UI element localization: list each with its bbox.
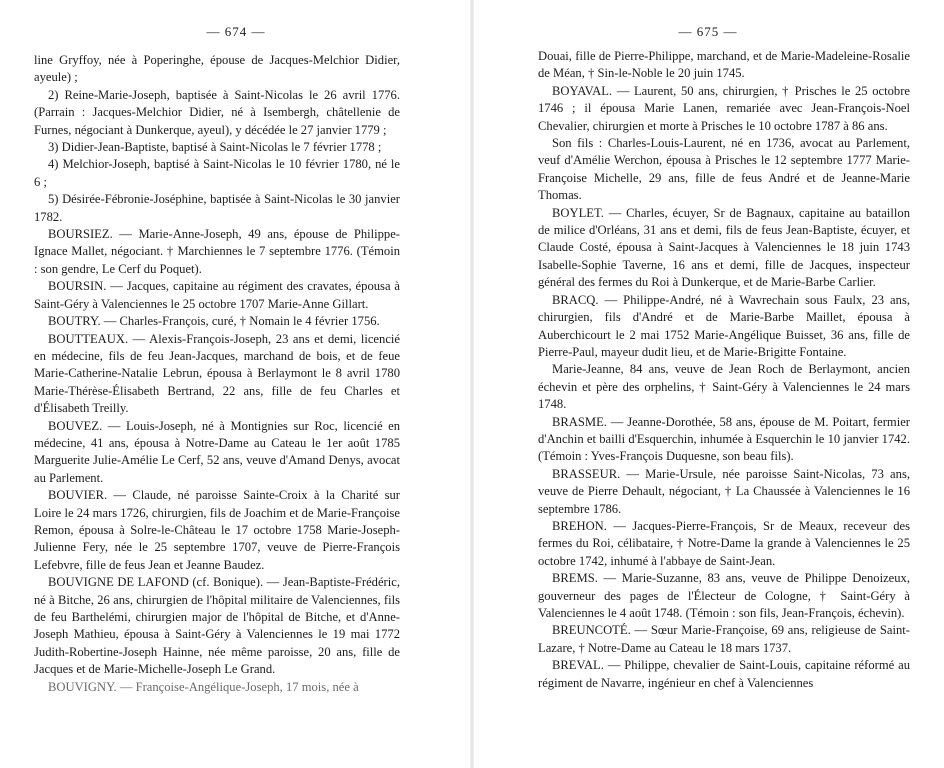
paragraph: BRACQ. — Philippe-André, né à Wavrechain sous Faulx, 23 ans, chirurgien, fils d'André et de Marie-Barbe Maillet, épousa à Auberchicourt le 2 mai 1752 Marie-Angélique Buisset, 36 ans, fille de Pierre-Paul, mayeur dudit lieu, et de Marie-Brigitte Fontaine.: [538, 292, 910, 359]
paragraph: BREVAL. — Philippe, chevalier de Saint-Louis, capitaine réformé au régiment de Navarre, ingénieur en chef à Valenciennes: [538, 658, 910, 690]
paragraph: BOUVEZ. — Louis-Joseph, né à Montignies sur Roc, licencié en médecine, 41 ans, épousa à Notre-Dame au Cateau le 1er août 1785 Marguerite Julie-Amélie Le Cerf, 52 ans, veuve d'Amand Denys, avocat au Parlement.: [34, 418, 400, 485]
paragraph: Douai, fille de Pierre-Philippe, marchand, et de Marie-Madeleine-Rosalie de Méan, † Sin-le-Noble le 20 juin 1745.: [538, 49, 910, 81]
paragraph: BREHON. — Jacques-Pierre-François, Sr de Meaux, receveur des fermes du Roi, célibataire, † Notre-Dame la grande à Valenciennes le 25 octobre 1742, inhumé à l'abbaye de Saint-Jean.: [538, 518, 910, 568]
right-page: [472, 0, 944, 768]
paragraph: BOURSIEZ. — Marie-Anne-Joseph, 49 ans, épouse de Philippe-Ignace Mallet, négociant. † Marchiennes le 7 septembre 1776. (Témoin : son gendre, Le Cerf du Poquet).: [34, 227, 400, 276]
page-number-right: — 675 —: [678, 24, 738, 39]
paragraph: 3) Didier-Jean-Baptiste, baptisé à Saint-Nicolas le 7 février 1778 ;: [48, 140, 382, 155]
paragraph: BOUVIGNE DE LAFOND (cf. Bonique). — Jean-Baptiste-Frédéric, né à Bitche, 26 ans, chirurgien de l'hôpital militaire de Valenciennes, fils de feu Barthelémi, chirurgien major de l'hôpital de Bitche, et d'Anne-Joseph Mathieu, épousa à Saint-Géry à Valenciennes le 19 mai 1772 Judith-Robertine-Joseph Hainne, née même paroisse, 20 ans, fille de Jacques et de Marie-Michelle-Joseph Le Grand.: [34, 575, 400, 677]
paragraph: BOUVIER. — Claude, né paroisse Sainte-Croix à la Charité sur Loire le 24 mars 1726, chirurgien, fils de Joachim et de Marie-Françoise Remon, épousa à Solre-le-Château le 17 octobre 1758 Marie-Joseph-Julienne Fery, née le 25 septembre 1707, veuve de Pierre-François Lefebvre, fille de feus Jean et Jeanne Baudez.: [34, 488, 400, 572]
paragraph: BOUTTEAUX. — Alexis-François-Joseph, 23 ans et demi, licencié en médecine, fils de feu Jean-Jacques, marchand de bois, et de feue Marie-Catherine-Natalie Lebrun, épousa à Berlaymont le 8 avril 1780 Marie-Thérèse-Élisabeth Bertrand, 22 ans, fille de feu Charles et d'Élisabeth Treilly.: [34, 331, 400, 416]
paragraph: BOYLET. — Charles, écuyer, Sr de Bagnaux, capitaine au bataillon de milice d'Orléans, 31 ans et demi, fils de feus Jean-Baptiste, écuyer, et Claude Costé, épousa à Saint-Jacques à Valenciennes le 18 juin 1743 Isabelle-Sophie Taverne, 16 ans et demi, fille de Jacques, inspecteur général des fermes du Roi à Dunkerque, et de Marie-Barbe Carlier.: [538, 205, 910, 290]
paragraph: BRASSEUR. — Marie-Ursule, née paroisse Saint-Nicolas, 73 ans, veuve de Pierre Dehault, négociant, † La Chaussée à Valenciennes le 16 septembre 1786.: [538, 466, 910, 516]
paragraph: Son fils : Charles-Louis-Laurent, né en 1736, avocat au Parlement, veuf d'Amélie Werchon, épousa à Prisches le 12 septembre 1777 Marie-Françoise Michelle, 29 ans, fille de feus André et de Jeanne-Marie Thomas.: [538, 136, 910, 203]
paragraph: line Gryffoy, née à Poperinghe, épouse de Jacques-Melchior Didier, ayeule) ;: [34, 53, 400, 85]
right-page-text: [538, 48, 910, 692]
paragraph: BOUTRY. — Charles-François, curé, † Nomain le 4 février 1756.: [48, 314, 380, 329]
paragraph: BOUVIGNY. — Françoise-Angélique-Joseph, 17 mois, née à: [48, 679, 359, 694]
paragraph: 5) Désirée-Fébronie-Joséphine, baptisée à Saint-Nicolas le 30 janvier 1782.: [34, 192, 400, 224]
paragraph: BOURSIN. — Jacques, capitaine au régiment des cravates, épousa à Saint-Géry à Valenciennes le 25 octobre 1707 Marie-Anne Gillart.: [34, 279, 400, 311]
paragraph: Marie-Jeanne, 84 ans, veuve de Jean Roch de Berlaymont, ancien échevin et père des orphelins, † Saint-Géry à Valenciennes le 24 mars 1748.: [538, 362, 910, 412]
left-page-text: [34, 52, 400, 696]
paragraph: 2) Reine-Marie-Joseph, baptisée à Saint-Nicolas le 26 avril 1776. (Parrain : Jacques-Melchior Didier, né à Isembergh, châtellenie de Furnes, négociant à Dunkerque, ayeul), y décédée le 27 janvier 1779 ;: [34, 87, 400, 137]
paragraph: 4) Melchior-Joseph, baptisé à Saint-Nicolas le 10 février 1780, né le 6 ;: [34, 157, 400, 189]
paragraph: BREUNCOTÉ. — Sœur Marie-Françoise, 69 ans, religieuse de Saint-Lazare, † Notre-Dame au Cateau le 18 mars 1737.: [538, 623, 910, 655]
paragraph: BREMS. — Marie-Suzanne, 83 ans, veuve de Philippe Denoizeux, gouverneur des pages de l'Électeur de Cologne, † Saint-Géry à Valenciennes le 4 août 1748. (Témoin : son fils, Jean-François, échevin).: [538, 571, 910, 620]
paragraph: BRASME. — Jeanne-Dorothée, 58 ans, épouse de M. Poitart, fermier d'Anchin et bailli d'Esquerchin, inhumée à Esquerchin le 10 janvier 1742. (Témoin : Yves-François Duquesne, son beau fils).: [538, 414, 910, 464]
paragraph: BOYAVAL. — Laurent, 50 ans, chirurgien, † Prisches le 25 octobre 1746 ; il épousa Marie Lanen, remariée avec Jean-François-Noel Chevalier, chirurgien et morte à Prisches le 10 octobre 1787 à 86 ans.: [538, 83, 910, 133]
page-number-left: — 674 —: [206, 24, 266, 39]
